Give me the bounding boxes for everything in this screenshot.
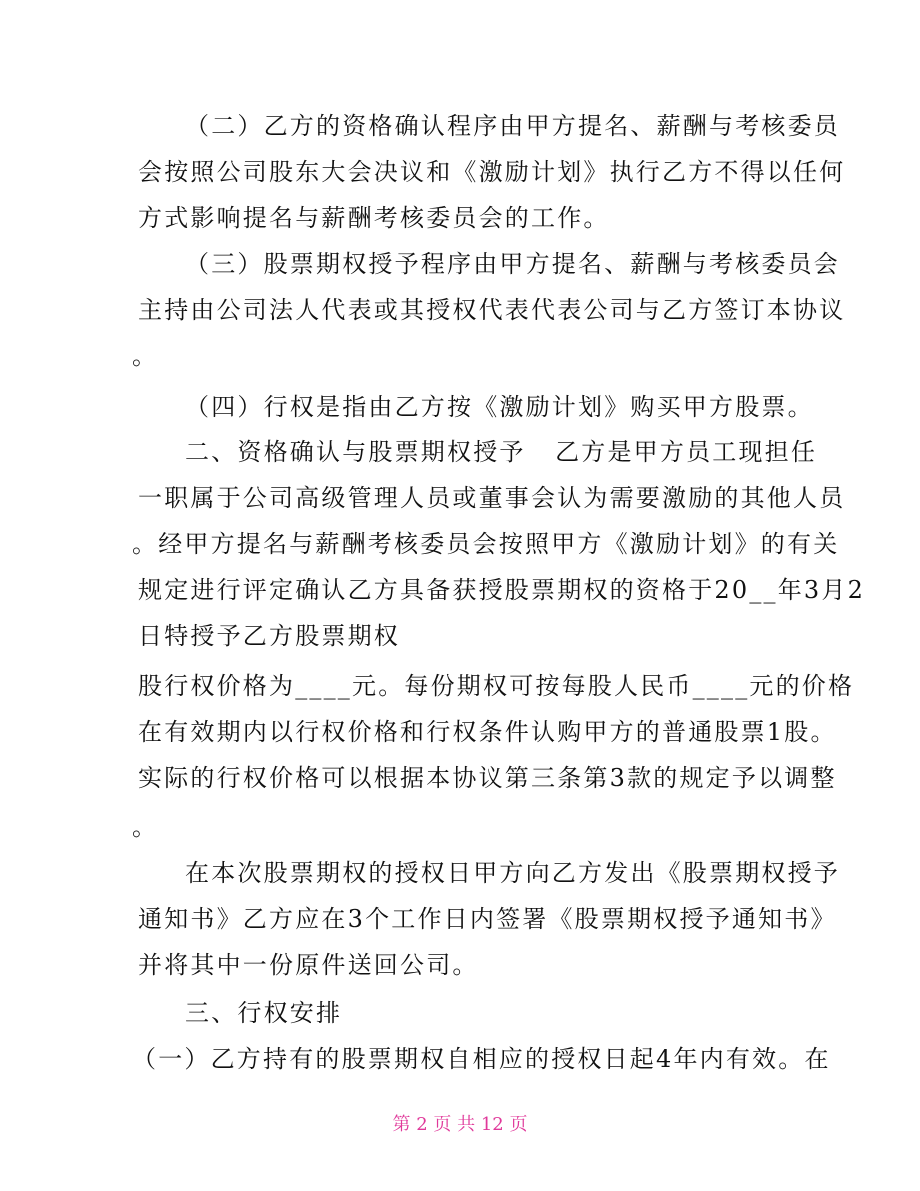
paragraph-line-8: 二、资格确认与股票期权授予 乙方是甲方员工现担任 bbox=[185, 438, 818, 466]
paragraph-line-1: （二）乙方的资格确认程序由甲方提名、薪酬与考核委员 bbox=[185, 112, 840, 140]
paragraph-line-18: 通知书》乙方应在3个工作日内签署《股票期权授予通知书》 bbox=[138, 905, 837, 933]
paragraph-line-17: 在本次股票期权的授权日甲方向乙方发出《股票期权授予 bbox=[185, 859, 840, 887]
paragraph-line-11: 规定进行评定确认乙方具备获授股票期权的资格于20__年3月2 bbox=[138, 576, 866, 604]
paragraph-line-15: 实际的行权价格可以根据本协议第三条第3款的规定予以调整 bbox=[138, 764, 837, 792]
paragraph-line-7: （四）行权是指由乙方按《激励计划》购买甲方股票。 bbox=[185, 393, 814, 421]
paragraph-line-9: 一职属于公司高级管理人员或董事会认为需要激励的其他人员 bbox=[138, 484, 846, 512]
section-heading: 三、行权安排 bbox=[185, 999, 343, 1027]
paragraph-line-3: 方式影响提名与薪酬考核委员会的工作。 bbox=[138, 204, 610, 232]
paragraph-line-12: 日特授予乙方股票期权 bbox=[138, 622, 400, 650]
paragraph-line-4: （三）股票期权授予程序由甲方提名、薪酬与考核委员会 bbox=[185, 250, 840, 278]
paragraph-line-5: 主持由公司法人代表或其授权代表代表公司与乙方签订本协议 bbox=[138, 296, 846, 324]
paragraph-line-21: （一）乙方持有的股票期权自相应的授权日起4年内有效。在 bbox=[132, 1045, 831, 1073]
paragraph-line-19: 并将其中一份原件送回公司。 bbox=[138, 951, 479, 979]
paragraph-line-13: 股行权价格为____元。每份期权可按每股人民币____元的价格 bbox=[138, 672, 855, 700]
paragraph-line-16: 。 bbox=[132, 813, 159, 841]
paragraph-line-6: 。 bbox=[132, 342, 159, 370]
paragraph-line-2: 会按照公司股东大会决议和《激励计划》执行乙方不得以任何 bbox=[138, 158, 846, 186]
paragraph-line-14: 在有效期内以行权价格和行权条件认购甲方的普通股票1股。 bbox=[138, 718, 837, 746]
paragraph-line-10: 。经甲方提名与薪酬考核委员会按照甲方《激励计划》的有关 bbox=[132, 530, 840, 558]
page-footer: 第 2 页 共 12 页 bbox=[392, 1114, 528, 1135]
